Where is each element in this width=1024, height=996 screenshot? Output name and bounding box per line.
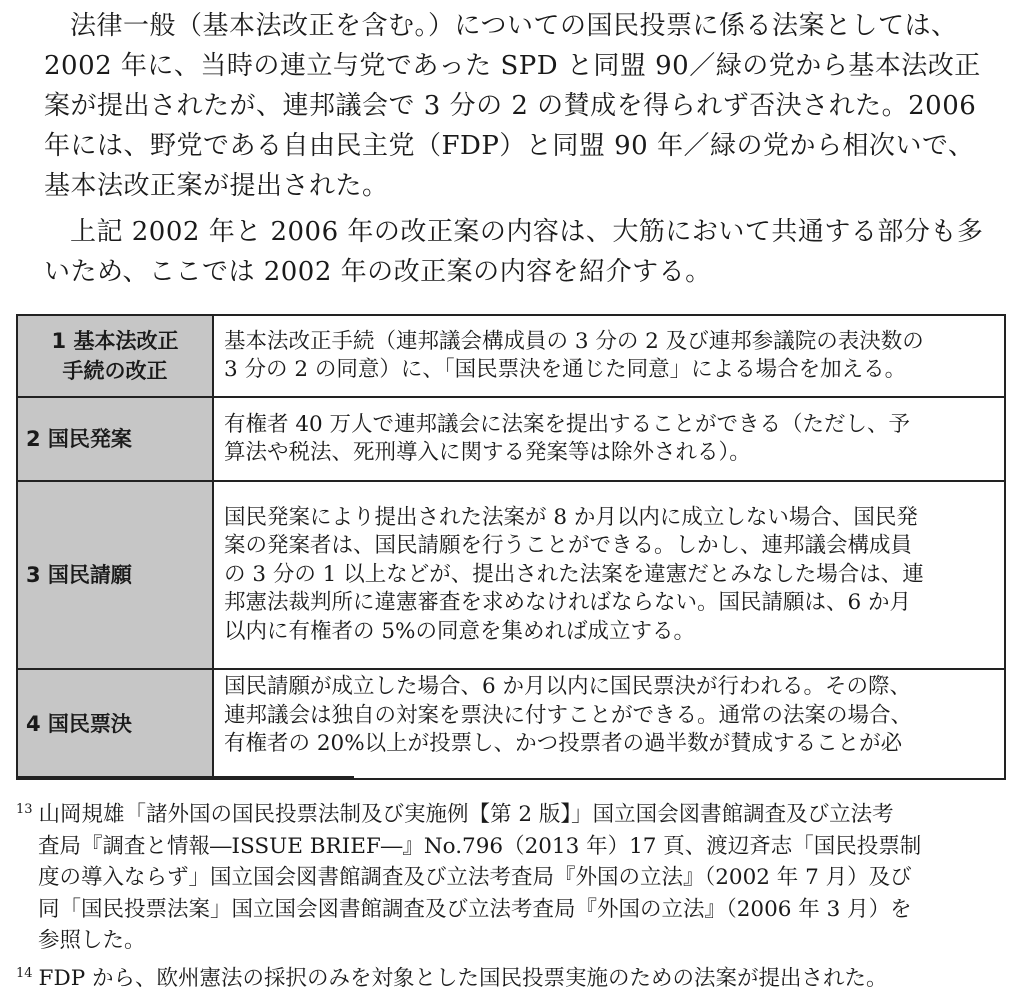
text-line: 年には、野党である自由民主党（FDP）と同盟 90 年／緑の党から相次いで、	[44, 131, 975, 161]
row-heading	[17, 315, 213, 397]
text-line: 有権者の 20%以上が投票し、かつ投票者の過半数が賛成することが必	[224, 731, 903, 756]
footnote-line	[16, 958, 1016, 995]
footnote-separator	[16, 776, 354, 778]
row-heading	[17, 397, 213, 481]
footnote-text: 山岡規雄「諸外国の国民投票法制及び実施例【第 2 版】」国立国会図書館調査及び立法考	[38, 802, 894, 827]
text-line: いため、ここでは 2002 年の改正案の内容を紹介する。	[44, 257, 712, 287]
text-line: の 3 分の 1 以上などが、提出された法案を違憲だとみなした場合は、連	[224, 561, 924, 587]
row-description	[213, 315, 1005, 397]
text-line: 国民発案により提出された法案が 8 か月以内に成立しない場合、国民発	[224, 504, 918, 530]
text-line: 連邦議会は独自の対案を票決に付すことができる。通常の法案の場合、	[224, 702, 913, 728]
table-row	[17, 315, 1005, 397]
body-paragraph-2	[44, 212, 1004, 292]
text-line: 算法や税法、死刑導入に関する発案等は除外される）。	[224, 440, 751, 465]
footnote-13	[16, 794, 1016, 957]
row-description	[213, 669, 1005, 779]
row-description	[213, 481, 1005, 669]
text-line: 邦憲法裁判所に違憲審査を求めなければならない。国民請願は、6 か月	[224, 590, 912, 616]
table-row	[17, 397, 1005, 481]
text-line: 案の発案者は、国民請願を行うことができる。しかし、連邦議会構成員	[224, 533, 913, 559]
footnote-line: 同「国民投票法案」国立国会図書館調査及び立法考査局『外国の立法』（2006 年 3 月）を	[38, 896, 912, 922]
table-row	[17, 481, 1005, 669]
text-line: 3 分の 2 の同意）に、「国民票決を通じた同意」による場合を加える。	[224, 357, 907, 382]
heading-line: 手続の改正	[62, 359, 168, 383]
text-line: 法律一般（基本法改正を含む。）についての国民投票に係る法案としては、	[70, 11, 958, 41]
row-heading	[17, 669, 213, 779]
text-line: 有権者 40 万人で連邦議会に法案を提出することができる（ただし、予	[224, 411, 911, 437]
text-line: 国民請願が成立した場合、6 か月以内に国民票決が行われる。その際、	[224, 674, 912, 699]
body-paragraph-1	[44, 6, 1004, 206]
heading-line: 2 国民発案	[26, 427, 132, 451]
footnote-line	[16, 794, 1016, 831]
text-line: 2002 年に、当時の連立与党であった SPD と同盟 90／緑の党から基本法改正	[44, 51, 981, 81]
footnote-number: 14	[16, 966, 33, 981]
footnote-line: 度の導入ならず」国立国会図書館調査及び立法考査局『外国の立法』（2002 年 7 月）及び	[38, 865, 912, 890]
text-line: 基本法改正案が提出された。	[44, 171, 389, 201]
heading-line: 4 国民票決	[26, 712, 132, 736]
row-heading	[17, 481, 213, 669]
heading-line: 3 国民請願	[26, 563, 132, 587]
footnote-number: 13	[16, 802, 33, 817]
amendment-summary-table	[16, 314, 1006, 780]
footnote-text: FDP から、欧州憲法の採択のみを対象とした国民投票実施のための法案が提出された。	[38, 966, 888, 991]
text-line: 以内に有権者の 5%の同意を集めれば成立する。	[224, 618, 695, 644]
footnote-14	[16, 958, 1016, 995]
row-description	[213, 397, 1005, 481]
table-row	[17, 669, 1005, 779]
heading-line: 1 基本法改正	[51, 329, 179, 353]
text-line: 基本法改正手続（連邦議会構成員の 3 分の 2 及び連邦参議院の表決数の	[224, 328, 924, 354]
footnote-line: 参照した。	[38, 928, 146, 953]
text-line: 案が提出されたが、連邦議会で 3 分の 2 の賛成を得られず否決された。2006	[44, 91, 977, 121]
text-line: 上記 2002 年と 2006 年の改正案の内容は、大筋において共通する部分も多	[70, 217, 984, 247]
footnote-line: 査局『調査と情報―ISSUE BRIEF―』No.796（2013 年）17 頁、渡辺斉志「国民投票制	[38, 833, 922, 859]
